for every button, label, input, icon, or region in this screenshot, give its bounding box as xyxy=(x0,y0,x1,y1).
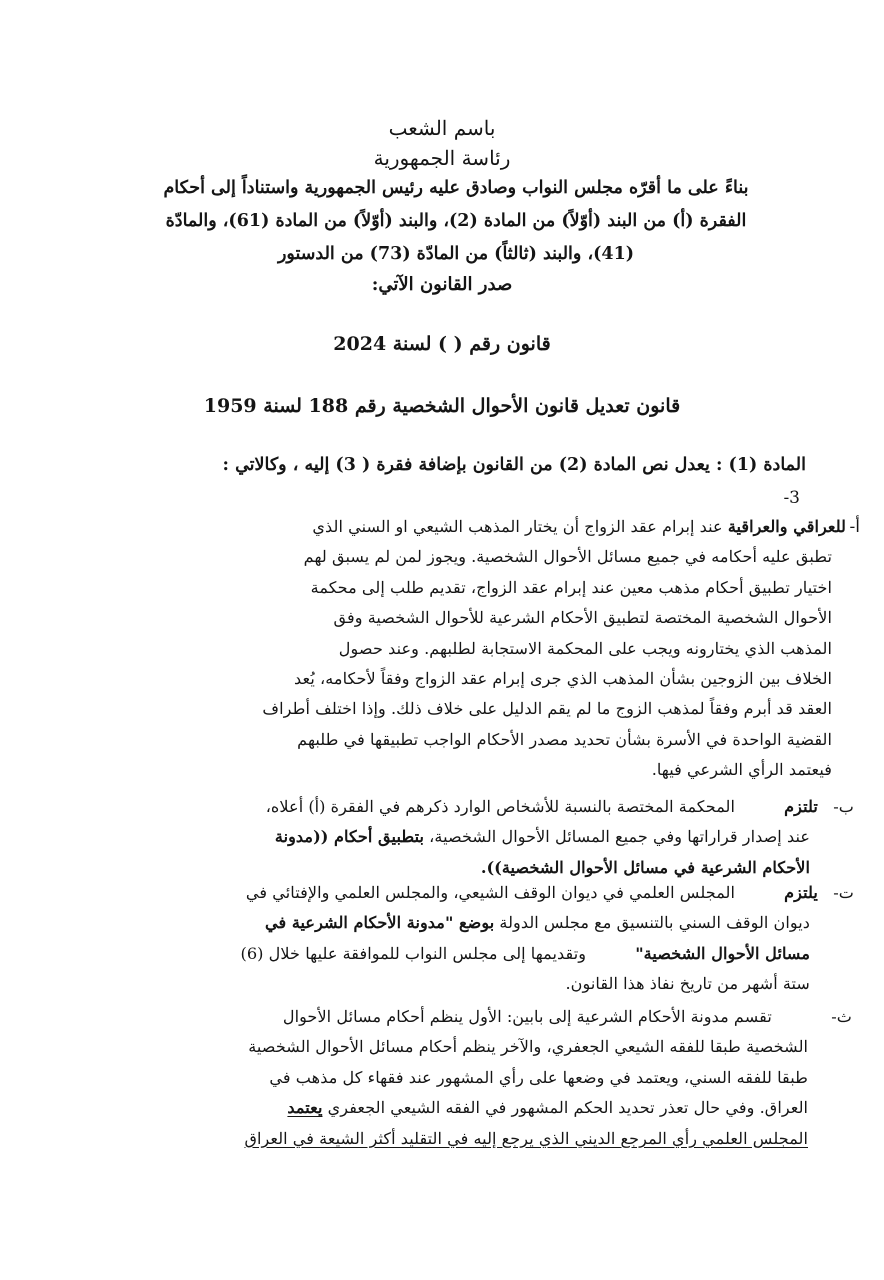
clause-bold-text: مسائل الأحوال الشخصية" xyxy=(635,943,810,963)
clause-lead: يلتزم xyxy=(784,883,818,902)
clause-text: وتقديمها إلى مجلس النواب للموافقة عليها خلال (6) xyxy=(240,943,592,963)
clause-line xyxy=(94,822,854,852)
clause-text: عند إبرام عقد الزواج أن يختار المذهب الشيعي او السني الذي xyxy=(312,517,728,536)
clause-line: الشخصية طبقا للفقه الشيعي الجعفري، والآخر ينظم أحكام مسائل الأحوال الشخصية xyxy=(248,1037,808,1057)
clause-text: المحكمة المختصة بالنسبة للأشخاص الوارد ذكرهم في الفقرة (أ) أعلاه، xyxy=(265,797,741,816)
law-number: قانون رقم ( ) لسنة 2024 xyxy=(333,333,551,355)
clause-line xyxy=(80,512,846,542)
clause-line xyxy=(92,1002,852,1032)
clause-a xyxy=(80,512,860,786)
clause-b xyxy=(94,792,854,883)
clause-letter: ث- xyxy=(831,1007,852,1026)
clause-t xyxy=(94,878,854,1000)
clause-text: المجلس العلمي في ديوان الوقف الشيعي، والمجلس العلمي والإفتائي في xyxy=(245,883,741,902)
clause-letter: أ- xyxy=(849,517,860,537)
clause-line: ستة أشهر من تاريخ نفاذ هذا القانون. xyxy=(565,974,810,994)
clause-text: العراق. وفي حال تعذر تحديد الحكم المشهور في الفقه الشيعي الجعفري xyxy=(322,1098,808,1118)
clause-line: طبقا للفقه السني، ويعتمد في وضعها على رأي المشهور عند فقهاء كل مذهب في xyxy=(269,1067,808,1087)
clause-line: اختيار تطبيق أحكام مذهب معين عند إبرام عقد الزواج، تقديم طلب إلى محكمة xyxy=(310,577,832,597)
clause-text: ديوان الوقف السني بالتنسيق مع مجلس الدولة xyxy=(494,913,810,933)
law-title: قانون تعديل قانون الأحوال الشخصية رقم 188 لسنة 1959 xyxy=(203,395,681,417)
clause-line: تطبق عليه أحكامه في جميع مسائل الأحوال الشخصية. ويجوز لمن لم يسبق لهم xyxy=(303,547,832,567)
clause-text: تقسم مدونة الأحكام الشرعية إلى بابين: الأول ينظم أحكام مسائل الأحوال xyxy=(282,1007,772,1026)
clause-lead: تلتزم xyxy=(784,797,818,816)
clause-line xyxy=(94,939,854,969)
issued-law-line: صدر القانون الآتي: xyxy=(371,274,513,295)
clause-underlined-text: يعتمد xyxy=(287,1098,323,1118)
preamble-line: الفقرة (أ) من البند (أوّلاً) من المادة (2)، والبند (أوّلاً) من المادة (61)، والمادّة xyxy=(165,211,747,231)
clause-line: القضية الواحدة في الأسرة بشأن تحديد مصدر الأحكام الواجب تطبيقها في طلبهم xyxy=(297,729,832,749)
clause-line: المذهب الذي يختارونه ويجب على المحكمة الاستجابة لطلبهم. وعند حصول xyxy=(338,638,832,658)
preamble-line: (41)، والبند (ثالثاً) من المادّة (73) من الدستور xyxy=(277,244,635,264)
clause-line xyxy=(94,878,854,908)
clause-bold-text: بوضع "مدونة الأحكام الشرعية في xyxy=(264,913,495,933)
clause-underlined-line: المجلس العلمي رأي المرجع الديني الذي يرجع إليه في التقليد أكثر الشيعة في العراق xyxy=(244,1128,808,1148)
presidency-heading: رئاسة الجمهورية xyxy=(373,146,511,170)
paragraph-number: -3 xyxy=(783,488,800,508)
clause-bold-text: بتطبيق أحكام ((مدونة xyxy=(274,827,425,847)
clause-line: العقد قد أبرم وفقاً لمذهب الزوج ما لم يقم الدليل على خلاف ذلك. وإذا اختلف أطراف xyxy=(262,699,832,719)
clause-th xyxy=(92,1002,852,1154)
clause-line xyxy=(94,908,854,938)
clause-letter: ب- xyxy=(833,797,854,816)
clause-line: الأحكام الشرعية في مسائل الأحوال الشخصية)). xyxy=(480,857,810,877)
preamble-line: بناءً على ما أقرّه مجلس النواب وصادق عليه رئيس الجمهورية واستناداً إلى أحكام xyxy=(163,178,749,198)
preamble xyxy=(138,172,774,271)
clause-line: فيعتمد الرأي الشرعي فيها. xyxy=(651,760,832,780)
clause-line xyxy=(92,1093,852,1123)
article-heading: المادة (1) : يعدل نص المادة (2) من القانون بإضافة فقرة ( 3) إليه ، وكالاتي : xyxy=(222,455,806,475)
clause-line xyxy=(94,792,854,822)
clause-line: الأحوال الشخصية المختصة لتطبيق الأحكام الشرعية للأحوال الشخصية وفق xyxy=(333,608,832,628)
clause-letter: ت- xyxy=(833,883,854,902)
in-the-name-of-the-people: باسم الشعب xyxy=(388,116,496,140)
clause-text: عند إصدار قراراتها وفي جميع المسائل الأحوال الشخصية، xyxy=(424,827,810,847)
clause-line: الخلاف بين الزوجين بشأن المذهب الذي جرى إبرام عقد الزواج وفقاً لأحكامه، يُعد xyxy=(294,669,832,689)
clause-lead: للعراقي والعراقية xyxy=(727,517,846,536)
